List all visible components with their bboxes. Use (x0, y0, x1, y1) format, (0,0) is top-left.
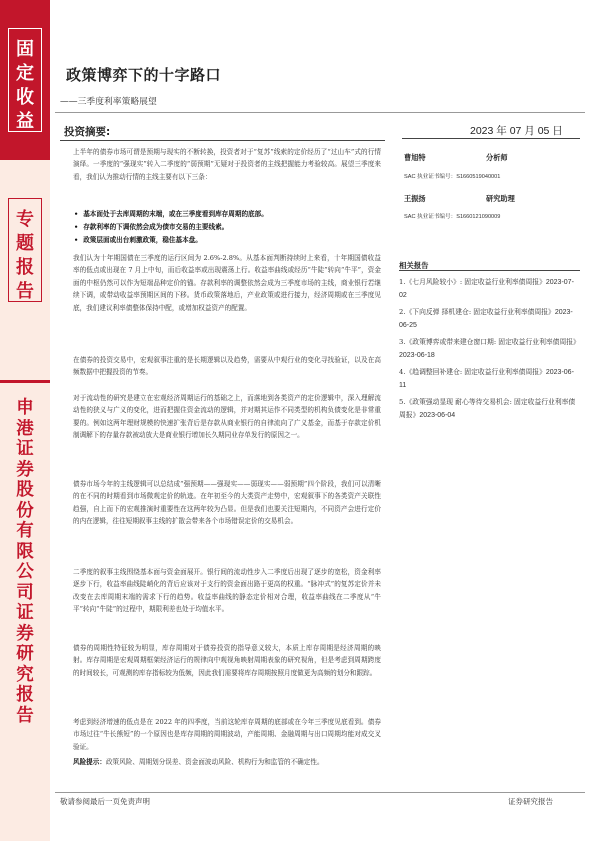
analyst-2-name: 王振扬 (404, 194, 426, 203)
abstract-paragraph-2: 我们认为十年期国债在三季度的运行区间为 2.6%-2.8%。从基本面判断持续时上来看，十年期国债收益率的低点或出现在 7 月上中旬，而后收益率或出现震荡上行。收益率曲线或经历“牛陡”转向“牛平”，资金面的中枢仍然可以作为短端品种定价的锚。存款利率的调整依然会成为三季度市场的主线，商业银行若继续下调，或带动收益率预期区间的下移。货币政策落地后，产业政策或进行接力，经济周期或在三季度见底，我们建议利率债整体保持中配，或增加权益资产的配置。 (73, 254, 381, 312)
sidebar-divider (0, 380, 50, 383)
analyst-1-cert: SAC 执业证书编号：S1660519040001 (404, 174, 501, 180)
report-subtitle: ——三季度利率策略展望 (60, 97, 157, 107)
abstract-paragraph-7: 债券的周期性特征较为明显，库存周期对于债券投资的指导意义较大，本质上库存周期是经济周期的映射。库存周期是宏观周期框架经济运行的规律向中观视角映射周期表象的研究视角，但是考虑到周期跨度的时间较长，可观测的库存指标较为低频，因此我们需要将库存周期按照月度做更为高频的划分和跟踪。 (73, 644, 381, 677)
date-rule (402, 138, 580, 139)
abstract-paragraph-6: 二季度的叙事主线围绕基本面与资金面展开。银行间的流动性步入二季度后出现了逐步的宽松，资金利率逐步下行，收益率曲线陡峭化的背后应该对于支行的资金面出路于更高的权重。“脉冲式”的复苏定价并未改变在去库周期末端的需求下行的趋势。收益率曲线的静态定价相对合理，收益率曲线在二季度从“牛平”转向“牛陡”的过程中，期限利差也处于均值水平。 (73, 568, 381, 614)
abstract-top-rule (60, 140, 385, 141)
abstract-heading: 投资摘要: (64, 126, 111, 138)
related-report-3[interactable]: 3.《政策博弈或带来建仓窗口期: 固定收益行业利率债周报》2023-06-18 (399, 338, 580, 359)
related-reports-rule (399, 270, 580, 271)
abstract-paragraph-5: 债券市场今年的主线逻辑可以总结成“强预期——强现实——弱现实——弱预期”四个阶段，我们可以清晰的在不同的时期看到市场微观定价的轨迹。在年初至今的大类资产走势中，宏观叙事下的各类资产关联性趋强，自上而下的宏观推演时重要性在这两年较为凸显。但是我们也要关注短期内，不同资产会进行定价的内在逻辑，往往短期叙事主线的扩散会带来各个市场错误定价的交易机会。 (73, 480, 381, 526)
report-type: 专 题 报 告 (16, 209, 34, 302)
footer-divider (55, 792, 585, 793)
abstract-paragraph-1: 上半年的债券市场可谓是预期与现实的不断转换，投资者对于“复苏”线索的定价经历了“过山车”式的行情演绎。一季度的“强现实”转入二季度的“弱预期”无疑对于投资者的主线把握能力考验较高。展望三季度来看，我们认为推动行情的主线主要有以下三条： (73, 148, 381, 181)
disclaimer-note: 敬请参阅最后一页免责声明 (60, 797, 150, 806)
report-title: 政策博弈下的十字路口 (66, 66, 222, 84)
key-point-2: • 存款利率的下调依然会成为债市交易的主要线索。 (74, 221, 379, 233)
related-report-5[interactable]: 5.《政策强动显现 耐心等待交易机会: 固定收益行业利率债周报》2023-06-04 (399, 398, 576, 419)
header-divider (55, 112, 585, 113)
related-report-1[interactable]: 1.《七月风险较小》: 固定收益行业利率债周报》2023-07-02 (399, 278, 574, 299)
category-tag: 固 定 收 益 (16, 39, 34, 132)
analyst-2-role: 研究助理 (486, 194, 515, 203)
report-date: 2023 年 07 月 05 日 (470, 125, 563, 137)
footer-brand: 证券研究报告 (508, 797, 553, 806)
key-point-1: • 基本面处于去库周期的末端，或在三季度看到库存周期的底部。 (74, 208, 379, 220)
key-point-3: • 政策层面或出台刺激政策，稳住基本盘。 (74, 234, 379, 246)
risk-warning-text: 政策风险、周期划分误差、资金面波动风险、机构行为和监管的不确定性。 (105, 758, 324, 766)
risk-warning-label: 风险提示： (73, 758, 106, 766)
abstract-paragraph-4: 对于流动性的研究是建立在宏观经济周期运行的基础之上，而落地到各类资产的定价逻辑中，深入理解流动性的狭义与广义的变化，进而把握住资金流动的逻辑，并对期其运作不同类型的机构负债变化是非常重要的。例如这两年理财规模的快速扩张背后是存款从商业银行的自律流向了广义基金，而基于存款定价机制调解下的存量存款被动放大是商业银行增加长久期同业存单发行的原因之一。 (73, 394, 381, 440)
risk-warning (73, 756, 381, 768)
related-report-2[interactable]: 2.《下向反弹 择机建仓: 固定收益行业利率债周报》2023-06-25 (399, 308, 573, 329)
analyst-1-name: 曹旭特 (404, 153, 426, 162)
related-report-4[interactable]: 4.《趋调整回补建仓: 固定收益行业利率债周报》2023-06-11 (399, 368, 574, 389)
analyst-2-cert: SAC 执业证书编号：S1660121090009 (404, 214, 501, 220)
abstract-paragraph-8: 考虑到经济增速的低点是在 2022 年的四季度，当前这轮库存周期的底部或在今年三季度见底看到。债券市场过往“牛长熊短”的一个原因也是库存周期的周期波动，产能周期、金融周期与出口周期均能对成交叉验证。 (73, 718, 381, 751)
abstract-paragraph-3: 在债券的投资交易中，宏观叙事注重的是长期逻辑以及趋势，需要从中观行业的变化寻找验证，以及在高频数据中把握投资的节奏。 (73, 356, 381, 377)
analyst-1-role: 分析师 (486, 153, 508, 162)
firm-name: 申 港 证 券 股 份 有 限 公 司 证 券 研 究 报 告 (16, 398, 34, 726)
left-sidebar (0, 0, 50, 841)
related-reports-heading: 相关报告 (399, 261, 429, 270)
